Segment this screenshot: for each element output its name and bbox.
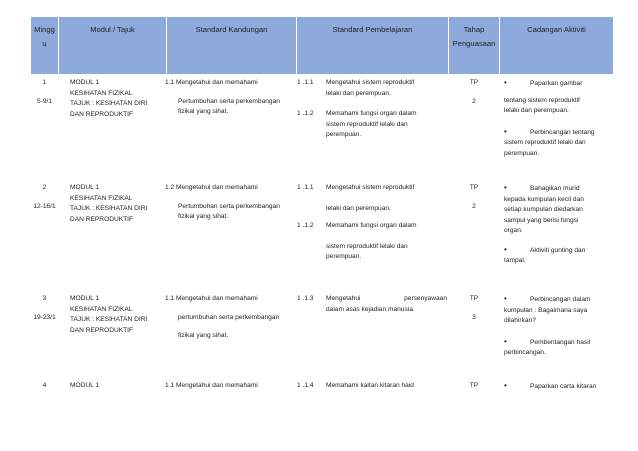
tp-label: TP [469,382,479,389]
sp-number: 1 .1.3 [297,295,314,302]
week-number: 1 [42,79,47,86]
week-cell [31,183,58,212]
modul-line: MODUL 1 [70,79,100,86]
sp-line: Mengetahui sistem reproduktif [326,184,415,191]
modul-line: KESIHATAN FIZIKAL [70,89,133,97]
sp-line: dalam asas kejadian manusia. [326,305,415,313]
week-number: 4 [42,382,47,389]
activity-line: lelaki dan perempuan. [504,107,569,114]
aktiviti-cell [504,78,613,159]
sp-line: lelaki dan perempuan. [326,204,391,212]
sp-line: lelaki dan perempuan. [326,89,391,97]
activity-line: setiap kumpulan diedarkan [504,206,583,213]
sp-number: 1 .1.1 [297,184,314,191]
modul-cell [70,78,166,120]
bullet-icon: • [504,183,507,192]
modul-line: MODUL 1 [70,382,100,389]
table-row [31,381,613,401]
aktiviti-cell [504,381,613,393]
activity-line: Bahagikan murid [530,185,580,192]
tahap-cell [449,294,499,323]
activity-line: Perbincangan dalam [530,296,591,303]
activity-line: Aktiviti gunting dan [530,246,586,254]
header-standard-kandungan: Standard Kandungan [195,25,268,34]
activity-line: perempuan. [504,149,540,157]
sp-number: 1 .1.4 [297,382,314,389]
sk-body-line: pertumbuhan serta perkembangan [178,313,280,321]
week-dates: 19-23/1 [33,313,56,321]
header-aktiviti: Cadangan Aktiviti [527,25,586,34]
sp-line: Memahami fungsi organ dalam [326,222,417,229]
activity-line: sampul yang berisi fungsi [504,216,579,224]
modul-cell [70,381,166,392]
standard-kandungan-cell [165,78,295,118]
sk-number: 1.2 [165,184,175,191]
modul-line: KESIHATAN FIZIKAL [70,194,133,202]
week-number: 2 [42,184,47,191]
sp-line [326,232,447,242]
sp-line: Memahami kaitan kitaran haid [326,382,414,389]
sp-number: 1 .1.1 [297,79,314,86]
bullet-icon: • [504,244,507,254]
sk-body-line [165,323,295,331]
activity-line: Perbincangan tentang [530,128,595,136]
activity-line: Paparkan carta kitaran [530,383,597,390]
activity-line: dilahirkan? [504,317,536,324]
tahap-cell [449,183,499,212]
aktiviti-cell [504,183,613,267]
modul-line: DAN REPRODUKTIF [70,110,134,118]
header-modul: Modul / Tajuk [90,25,135,34]
sk-number: 1.1 [165,295,175,302]
modul-line: DAN REPRODUKTIF [70,215,134,223]
modul-line: KESIHATAN FIZIKAL [70,305,133,313]
activity-line: sistem reproduktif lelaki dan [504,139,586,146]
activity-line: organ. [504,227,523,234]
sk-title: Mengetahui dan memahami [176,295,258,302]
header-minggu-line2: u [42,39,47,48]
tp-label: TP [469,184,479,191]
modul-line: TAJUK : KESIHATAN DIRI [70,316,148,323]
modul-line: TAJUK : KESIHATAN DIRI [70,205,148,212]
header-tahap [449,17,499,74]
week-number: 3 [42,295,47,302]
bullet-icon: • [504,294,507,303]
activity-line: perbincangan. [504,349,546,356]
table-row [31,294,613,374]
sp-line: Mengetahui persenyawaan [326,295,447,302]
activity-line: tampal. [504,257,526,264]
sk-title: Mengetahui dan memahami [176,184,258,191]
tahap-cell [449,381,499,392]
table-row [31,78,613,178]
sp-line: sistem reproduktif lelaki dan [326,120,408,128]
week-dates: 12-16/1 [33,202,56,210]
tp-level: 2 [472,202,476,210]
sp-line: Memahami fungsi organ dalam [326,110,417,117]
week-cell [31,294,58,323]
modul-line: MODUL 1 [70,295,100,302]
activity-line: tentang sistem reproduktif [504,96,580,104]
tp-level: 2 [472,97,476,105]
sk-title: Mengetahui dan memahami [176,79,258,86]
bullet-icon: • [504,126,507,136]
activity-line: kumpulan : Bagaimana saya [504,306,588,314]
modul-line: MODUL 1 [70,184,100,191]
week-cell [31,381,58,392]
sk-title: Mengetahui dan memahami [176,382,258,389]
header-tahap-line2: Penguasaan [452,39,496,48]
standard-kandungan-cell [165,381,295,392]
sk-number: 1.1 [165,79,175,86]
header-standard-pembelajaran: Standard Pembelajaran [332,25,413,34]
table-header [31,17,613,74]
sp-line [326,194,447,204]
sp-line: perempuan. [326,131,362,138]
header-minggu [31,17,58,74]
bullet-icon: • [504,78,507,87]
tp-level: 3 [472,313,476,321]
sp-line: Mengetahui sistem reproduktif [326,79,415,86]
sp-number: 1 .1.2 [297,110,314,117]
modul-cell [70,183,166,225]
sk-body-line: fizikal yang sihat. [178,108,229,115]
activity-line: Paparkan gambar [530,80,583,87]
bullet-icon: • [504,381,507,390]
sp-line: perempuan. [326,253,362,260]
table-row [31,183,613,288]
tahap-cell [449,78,499,107]
sk-body-line: Pertumbuhan serta perkembangan [178,202,280,210]
sk-body-line: fizikal yang sihat. [178,332,229,339]
aktiviti-cell [504,294,613,359]
header-tahap-line1: Tahap [463,25,485,34]
sp-line: sistem reproduktif lelaki dan [326,242,408,250]
standard-kandungan-cell [165,294,295,342]
sk-number: 1.1 [165,382,175,389]
standard-kandungan-cell [165,183,295,223]
week-cell [31,78,58,107]
sk-body-line: Pertumbuhan serta perkembangan [178,97,280,105]
tp-label: TP [469,295,479,302]
activity-line: Pembentangan hasil [530,338,591,346]
tp-label: TP [469,79,479,86]
sp-number: 1 .1.2 [297,222,314,229]
modul-cell [70,294,166,336]
header-minggu-line1: Mingg [34,25,55,34]
sk-body-line: fizikal yang sihat. [178,213,229,220]
modul-line: TAJUK : KESIHATAN DIRI [70,100,148,107]
activity-line: kepada kumpulan kecil dan [504,195,584,203]
week-dates: 5-9/1 [36,97,53,105]
modul-line: DAN REPRODUKTIF [70,326,134,334]
bullet-icon: • [504,336,507,346]
